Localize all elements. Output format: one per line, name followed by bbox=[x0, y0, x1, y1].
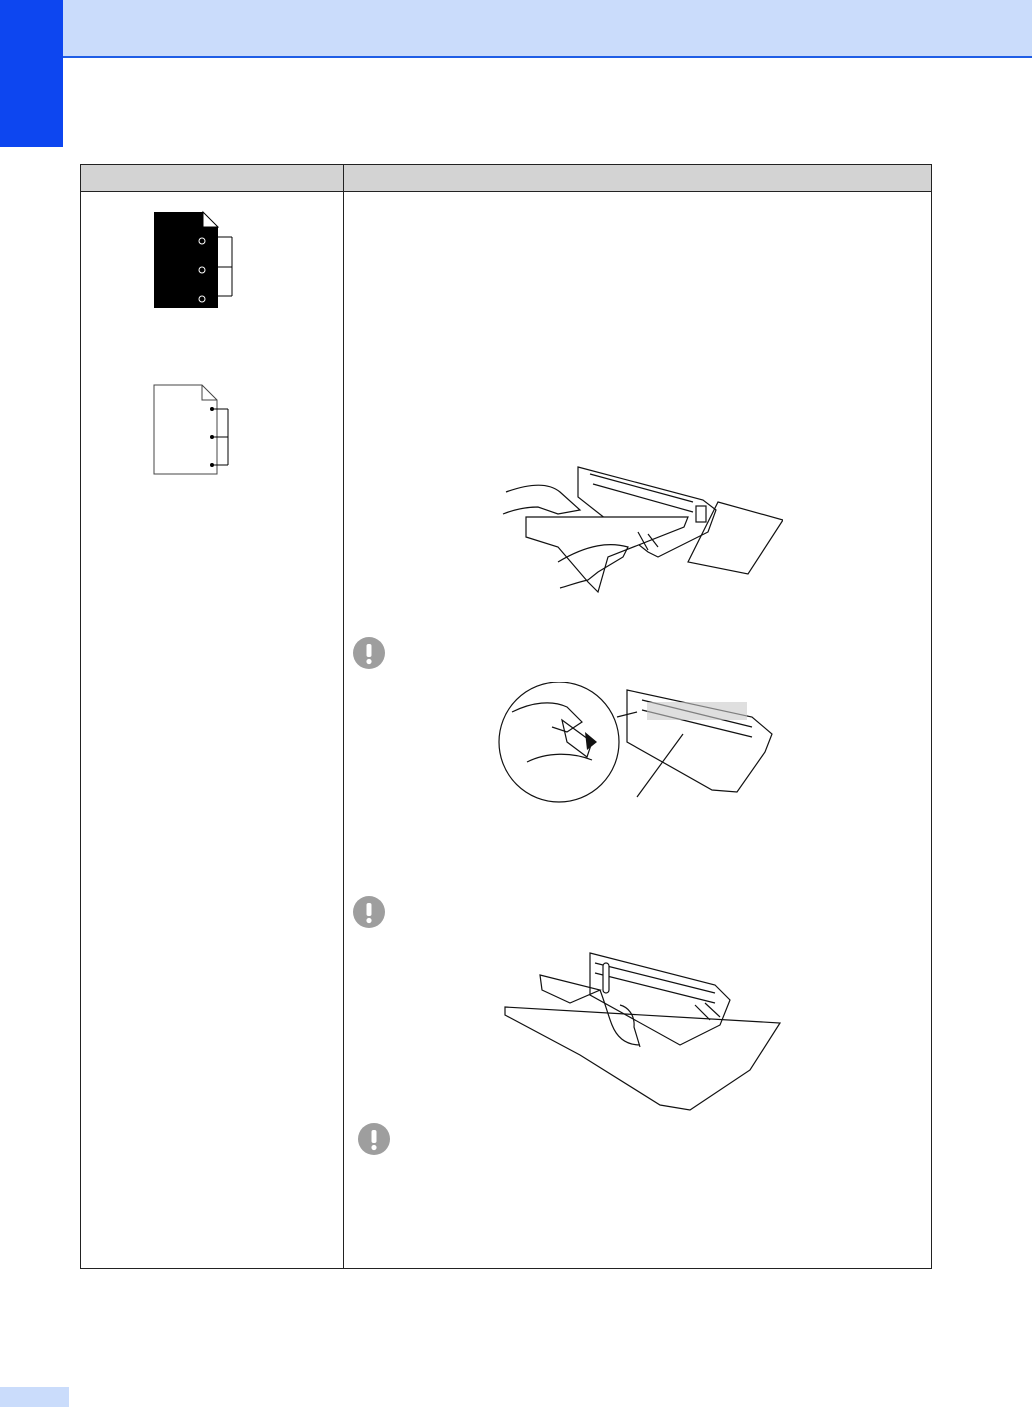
header-band bbox=[0, 0, 1032, 58]
black-page-sample bbox=[150, 210, 240, 310]
exclamation-icon bbox=[357, 1122, 391, 1156]
drum-paper-illustration bbox=[498, 462, 783, 597]
drum-roller-illustration bbox=[497, 682, 782, 807]
chapter-tab bbox=[0, 0, 63, 147]
drum-cleaning-illustration bbox=[500, 945, 785, 1115]
page-number-tab bbox=[0, 1387, 69, 1407]
column-divider bbox=[343, 165, 344, 1268]
exclamation-icon bbox=[352, 636, 386, 670]
white-page-sample bbox=[150, 382, 240, 478]
exclamation-icon bbox=[352, 895, 386, 929]
table-header-row bbox=[81, 165, 931, 192]
